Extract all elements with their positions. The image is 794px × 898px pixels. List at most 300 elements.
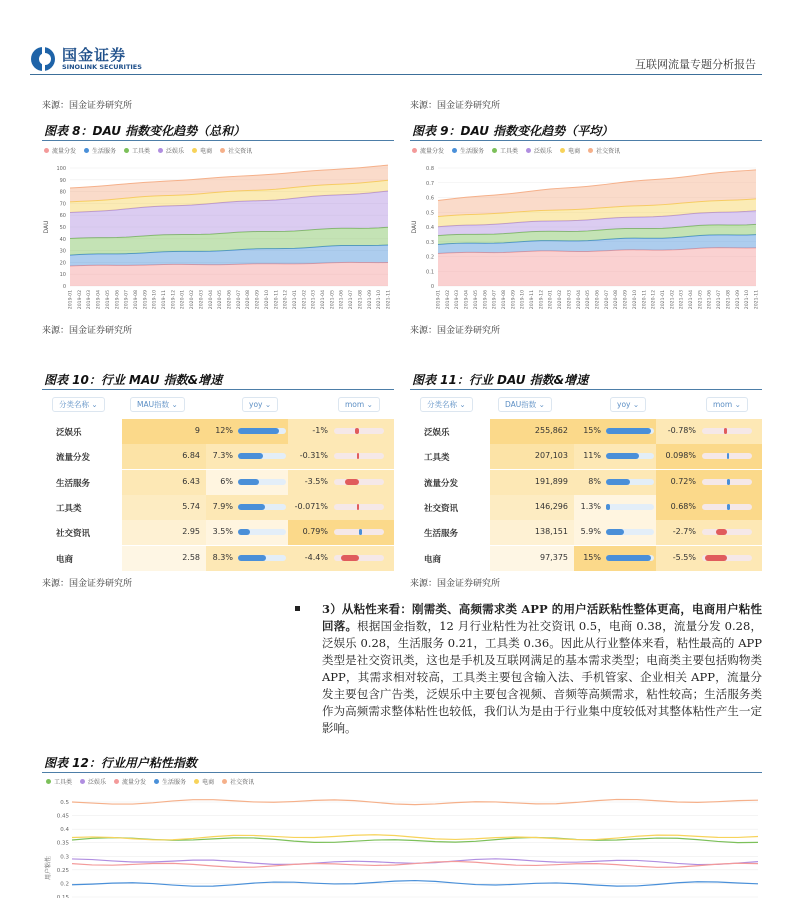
yoy-bar (238, 529, 250, 535)
legend-dot (84, 148, 89, 153)
legend-dot (412, 148, 417, 153)
line-series (72, 835, 758, 840)
table-header-0[interactable] (420, 397, 473, 412)
table-row[interactable] (410, 444, 762, 469)
index-cell (490, 444, 574, 469)
yoy-bar (606, 529, 624, 535)
x-tick-label: 2021-04 (689, 290, 695, 310)
x-tick-label: 2020-10 (264, 290, 270, 310)
mom-value: 0.098% (665, 451, 696, 461)
x-tick-label: 2020-06 (595, 290, 601, 310)
yoy-value: 12% (215, 426, 233, 435)
mom-value: -4.4% (304, 552, 328, 562)
legend-dot (124, 148, 129, 153)
table-header-1[interactable] (130, 397, 185, 412)
x-tick-label: 2021-10 (745, 290, 751, 310)
fig8-title-rule (42, 140, 394, 141)
fig8-legend (44, 146, 252, 155)
table-header-label: mom (345, 400, 365, 409)
x-tick-label: 2019-11 (530, 290, 536, 310)
mom-cell (288, 520, 394, 545)
bullet-square-icon (295, 606, 300, 611)
y-tick-label: 0.4 (60, 827, 69, 834)
table-row[interactable] (42, 419, 394, 444)
x-tick-label: 2021-11 (754, 290, 760, 310)
y-tick-label: 0.45 (56, 813, 69, 820)
table-row[interactable] (42, 495, 394, 520)
row-name: 社交资讯 (56, 529, 91, 540)
mom-bar (727, 479, 730, 485)
table-row[interactable] (42, 520, 394, 545)
y-tick-label: 0.15 (56, 895, 69, 898)
x-tick-label: 2020-01 (548, 290, 554, 310)
yoy-bar-track (606, 453, 654, 459)
index-cell (490, 546, 574, 571)
yoy-value: 5.9% (580, 527, 601, 537)
yoy-bar-track (238, 453, 286, 459)
legend-label: 生活服务 (460, 148, 485, 155)
row-name: 流量分发 (424, 478, 459, 489)
legend-item (158, 146, 184, 155)
fig12-title: 图表 12：行业用户粘性指数 (44, 756, 197, 770)
y-tick-label: 70 (59, 201, 66, 208)
body-paragraph (322, 601, 762, 737)
chevron-down-icon: ⌄ (536, 400, 545, 409)
chevron-down-icon: ⌄ (630, 400, 640, 409)
yoy-bar-track (238, 479, 286, 485)
yoy-cell (574, 520, 656, 545)
legend-item (560, 146, 580, 155)
index-value: 6.84 (182, 451, 200, 461)
x-tick-label: 2021-02 (670, 290, 676, 310)
row-name: 泛娱乐 (424, 428, 450, 438)
x-tick-label: 2021-03 (311, 290, 317, 310)
yoy-value: 1.3% (580, 501, 601, 511)
mom-cell (288, 444, 394, 469)
legend-label: 工具类 (500, 148, 519, 155)
row-name: 工具类 (424, 453, 450, 464)
y-axis-label: DAU (411, 220, 418, 234)
yoy-cell (574, 444, 656, 469)
x-tick-label: 2021-02 (302, 290, 308, 310)
y-tick-label: 40 (59, 236, 66, 243)
x-tick-label: 2019-04 (96, 290, 102, 310)
mom-bar-track (334, 504, 384, 510)
legend-label: 社交资讯 (596, 148, 621, 155)
x-tick-label: 2021-07 (717, 290, 723, 310)
report-title: 互联网流量专题分析报告 (635, 58, 756, 71)
index-cell (490, 470, 574, 495)
mom-bar-track (334, 529, 384, 535)
mom-bar (357, 453, 359, 459)
y-axis-label: DAU (43, 220, 50, 234)
mom-bar-track (702, 428, 752, 434)
x-tick-label: 2021-07 (349, 290, 355, 310)
row-name: 生活服务 (424, 529, 459, 540)
legend-item (44, 146, 76, 155)
x-tick-label: 2021-01 (292, 290, 298, 310)
legend-dot (46, 779, 51, 784)
x-tick-label: 2020-04 (576, 290, 582, 310)
yoy-bar-track (238, 555, 286, 561)
chevron-down-icon: ⌄ (364, 400, 373, 409)
fig11-title-rule (410, 389, 762, 390)
y-tick-label: 100 (56, 166, 66, 172)
yoy-bar (238, 453, 263, 459)
y-tick-label: 50 (59, 225, 66, 231)
table-header-1[interactable] (498, 397, 552, 412)
x-tick-label: 2019-01 (68, 290, 74, 310)
yoy-bar-track (238, 529, 286, 535)
y-tick-label: 0 (430, 284, 434, 290)
x-tick-label: 2020-08 (614, 290, 620, 310)
x-tick-label: 2020-08 (246, 290, 252, 310)
mom-bar-track (702, 453, 752, 459)
legend-item (412, 146, 444, 155)
table-header-label: mom (713, 400, 733, 409)
table-header-3[interactable] (338, 397, 380, 412)
mom-value: -1% (312, 426, 328, 435)
table-row[interactable] (42, 546, 394, 571)
x-tick-label: 2020-10 (632, 290, 638, 310)
legend-item (80, 777, 106, 786)
mom-bar-track (702, 504, 752, 510)
fig12-legend (46, 777, 254, 786)
legend-item (492, 146, 518, 155)
legend-label: 社交资讯 (228, 148, 253, 155)
yoy-cell (574, 546, 656, 571)
y-tick-label: 0 (62, 284, 66, 290)
index-cell (122, 419, 206, 444)
x-tick-label: 2020-12 (283, 290, 289, 310)
index-value: 2.95 (182, 527, 200, 537)
x-tick-label: 2020-09 (255, 290, 261, 310)
mom-bar-track (334, 428, 384, 434)
table-header-0[interactable] (52, 397, 105, 412)
y-tick-label: 20 (59, 260, 66, 267)
y-tick-label: 10 (59, 272, 66, 279)
table-header-3[interactable] (706, 397, 748, 412)
x-tick-label: 2020-02 (558, 290, 564, 310)
x-tick-label: 2021-09 (367, 290, 373, 310)
index-cell (122, 546, 206, 571)
index-value: 138,151 (534, 527, 568, 537)
table-header-2[interactable] (242, 397, 278, 412)
chevron-down-icon: ⌄ (89, 400, 98, 409)
mom-bar-track (334, 555, 384, 561)
mom-cell (288, 546, 394, 571)
y-tick-label: 0.5 (60, 800, 69, 806)
fig9-title-rule (410, 140, 762, 141)
mom-bar (727, 504, 730, 510)
table-header-label: yoy (617, 400, 631, 409)
mom-cell (656, 495, 762, 520)
row-name: 泛娱乐 (56, 428, 82, 438)
legend-dot (526, 148, 531, 153)
y-tick-label: 0.35 (56, 840, 69, 847)
mom-bar (724, 428, 727, 434)
fig11-table (410, 393, 762, 571)
mom-value: -2.7% (672, 527, 696, 537)
legend-dot (194, 779, 199, 784)
y-tick-label: 0.2 (60, 881, 69, 888)
table-header-2[interactable] (610, 397, 646, 412)
mom-bar (345, 479, 359, 485)
x-tick-label: 2021-06 (339, 290, 345, 310)
x-tick-label: 2019-11 (162, 290, 168, 310)
legend-item (114, 777, 146, 786)
x-tick-label: 2021-08 (358, 290, 364, 310)
mom-value: -5.5% (672, 552, 696, 562)
x-tick-label: 2020-05 (586, 290, 592, 310)
index-value: 146,296 (534, 501, 568, 511)
legend-label: 电商 (202, 779, 215, 786)
legend-item (46, 777, 72, 786)
legend-dot (192, 148, 197, 153)
line-series (72, 861, 758, 867)
legend-dot (588, 148, 593, 153)
mom-value: -0.071% (294, 501, 328, 511)
yoy-bar-track (606, 529, 654, 535)
mom-bar (705, 555, 727, 561)
mom-bar (355, 428, 359, 434)
yoy-cell (206, 495, 288, 520)
x-tick-label: 2020-02 (190, 290, 196, 310)
fig12-chart (42, 788, 762, 898)
legend-dot (44, 148, 49, 153)
mom-value: -0.78% (667, 426, 696, 435)
legend-dot (220, 148, 225, 153)
x-tick-label: 2021-10 (377, 290, 383, 310)
mom-cell (288, 495, 394, 520)
area-series (438, 248, 756, 286)
index-cell (490, 419, 574, 444)
fig10-title: 图表 10：行业 MAU 指数&增速 (44, 373, 223, 387)
yoy-bar (606, 453, 639, 459)
yoy-value: 8% (588, 476, 601, 486)
x-tick-label: 2019-08 (133, 290, 139, 310)
mom-value: -3.5% (304, 476, 328, 486)
legend-item (194, 777, 214, 786)
legend-label: 生活服务 (162, 779, 187, 786)
x-tick-label: 2019-02 (77, 290, 83, 310)
x-tick-label: 2019-06 (483, 290, 489, 310)
table-header-label: DAU指数 (505, 400, 537, 409)
y-tick-label: 0.3 (426, 239, 434, 246)
x-tick-label: 2019-02 (445, 290, 451, 310)
yoy-bar (238, 555, 266, 561)
legend-dot (222, 779, 227, 784)
legend-item (154, 777, 186, 786)
index-cell (122, 495, 206, 520)
mom-cell (656, 470, 762, 495)
y-tick-label: 0.5 (426, 210, 434, 217)
legend-dot (452, 148, 457, 153)
mom-bar (359, 529, 362, 535)
x-tick-label: 2020-03 (199, 290, 205, 310)
x-tick-label: 2021-03 (679, 290, 685, 310)
mom-cell (656, 520, 762, 545)
mom-bar (357, 504, 359, 510)
yoy-value: 8.3% (212, 552, 233, 562)
table-row[interactable] (42, 470, 394, 495)
legend-dot (492, 148, 497, 153)
legend-label: 流量分发 (420, 148, 445, 155)
x-tick-label: 2021-01 (660, 290, 666, 310)
row-name: 电商 (424, 554, 442, 565)
index-cell (122, 470, 206, 495)
x-tick-label: 2019-07 (492, 290, 498, 310)
legend-label: 泛娱乐 (534, 148, 553, 155)
y-tick-label: 80 (59, 189, 66, 196)
mom-bar-track (702, 529, 752, 535)
table-row[interactable] (410, 546, 762, 571)
x-tick-label: 2021-05 (698, 290, 704, 310)
yoy-value: 11% (583, 451, 601, 461)
mom-value: 0.79% (302, 527, 328, 537)
header-rule (30, 74, 762, 75)
logo-text-cn: 国金证券 (62, 46, 127, 64)
mom-cell (288, 470, 394, 495)
table-row[interactable] (410, 419, 762, 444)
mom-cell (656, 444, 762, 469)
mom-bar-track (334, 479, 384, 485)
mom-value: 0.72% (670, 476, 696, 486)
legend-label: 电商 (568, 148, 581, 155)
yoy-cell (206, 444, 288, 469)
mom-value: -0.31% (299, 451, 328, 461)
x-tick-label: 2019-03 (87, 290, 93, 310)
yoy-value: 7.3% (212, 451, 233, 461)
y-tick-label: 0.25 (56, 867, 69, 874)
mom-cell (656, 546, 762, 571)
x-tick-label: 2021-09 (735, 290, 741, 310)
y-tick-label: 0.3 (60, 854, 69, 861)
x-tick-label: 2019-05 (473, 290, 479, 310)
row-name: 电商 (56, 554, 74, 565)
legend-label: 流量分发 (52, 148, 77, 155)
yoy-bar (238, 479, 259, 485)
fig10-table (42, 393, 394, 571)
legend-dot (80, 779, 85, 784)
index-cell (490, 495, 574, 520)
legend-item (124, 146, 150, 155)
index-value: 5.74 (182, 501, 200, 511)
yoy-value: 3.5% (212, 527, 233, 537)
mom-cell (288, 419, 394, 444)
row-name: 生活服务 (56, 478, 91, 489)
yoy-bar (238, 428, 279, 434)
mom-bar (716, 529, 727, 535)
y-tick-label: 0.4 (426, 225, 434, 231)
table-row[interactable] (410, 470, 762, 495)
chevron-down-icon: ⌄ (262, 400, 272, 409)
mom-bar-track (702, 479, 752, 485)
yoy-value: 7.9% (212, 501, 233, 511)
x-tick-label: 2020-07 (236, 290, 242, 310)
y-tick-label: 60 (59, 213, 66, 220)
x-tick-label: 2021-05 (330, 290, 336, 310)
fig11-source: 来源：国金证券研究所 (410, 579, 501, 589)
table-row[interactable] (410, 520, 762, 545)
index-value: 191,899 (534, 476, 568, 486)
yoy-cell (206, 419, 288, 444)
mom-bar (341, 555, 359, 561)
fig8-source: 来源：国金证券研究所 (42, 326, 133, 336)
legend-item (192, 146, 212, 155)
fig9-legend (412, 146, 620, 155)
source-top-right: 来源：国金证券研究所 (410, 101, 501, 111)
yoy-bar-track (238, 504, 286, 510)
chevron-down-icon: ⌄ (732, 400, 741, 409)
yoy-bar-track (606, 428, 654, 434)
y-tick-label: 0.7 (426, 180, 434, 187)
index-value: 97,375 (540, 552, 568, 562)
legend-item (588, 146, 620, 155)
fig11-title: 图表 11：行业 DAU 指数&增速 (412, 373, 589, 387)
yoy-bar-track (606, 479, 654, 485)
yoy-cell (574, 419, 656, 444)
table-header-label: yoy (249, 400, 263, 409)
legend-label: 泛娱乐 (88, 779, 107, 786)
mom-bar-track (334, 453, 384, 459)
table-header-label: MAU指数 (137, 400, 170, 409)
yoy-value: 15% (583, 426, 601, 435)
x-tick-label: 2020-05 (218, 290, 224, 310)
legend-item (220, 146, 252, 155)
y-tick-label: 0.2 (426, 254, 434, 261)
x-tick-label: 2020-09 (623, 290, 629, 310)
legend-label: 泛娱乐 (166, 148, 185, 155)
mom-value: 0.68% (670, 501, 696, 511)
x-tick-label: 2019-05 (105, 290, 111, 310)
x-tick-label: 2019-09 (511, 290, 517, 310)
index-value: 255,862 (534, 426, 568, 435)
yoy-cell (206, 520, 288, 545)
fig12-title-rule (42, 772, 762, 773)
fig8-title: 图表 8：DAU 指数变化趋势（总和） (44, 124, 246, 138)
x-tick-label: 2020-06 (227, 290, 233, 310)
table-row[interactable] (42, 444, 394, 469)
fig10-source: 来源：国金证券研究所 (42, 579, 133, 589)
y-tick-label: 0.1 (426, 269, 434, 276)
logo-text-en: SINOLINK SECURITIES (62, 63, 142, 71)
x-tick-label: 2019-12 (171, 290, 177, 310)
x-tick-label: 2020-04 (208, 290, 214, 310)
chevron-down-icon: ⌄ (457, 400, 466, 409)
x-tick-label: 2019-10 (152, 290, 158, 310)
x-tick-label: 2020-12 (651, 290, 657, 310)
x-tick-label: 2021-04 (321, 290, 327, 310)
y-tick-label: 0.8 (426, 166, 434, 172)
yoy-bar (606, 555, 651, 561)
legend-label: 电商 (200, 148, 213, 155)
x-tick-label: 2019-07 (124, 290, 130, 310)
yoy-bar (606, 479, 630, 485)
x-tick-label: 2020-03 (567, 290, 573, 310)
yoy-cell (574, 470, 656, 495)
legend-item (452, 146, 484, 155)
yoy-bar (606, 428, 651, 434)
index-value: 9 (194, 426, 200, 435)
x-tick-label: 2019-08 (501, 290, 507, 310)
index-value: 6.43 (182, 476, 200, 486)
table-row[interactable] (410, 495, 762, 520)
index-value: 2.58 (182, 552, 200, 562)
yoy-cell (206, 546, 288, 571)
index-value: 207,103 (534, 451, 568, 461)
yoy-cell (574, 495, 656, 520)
